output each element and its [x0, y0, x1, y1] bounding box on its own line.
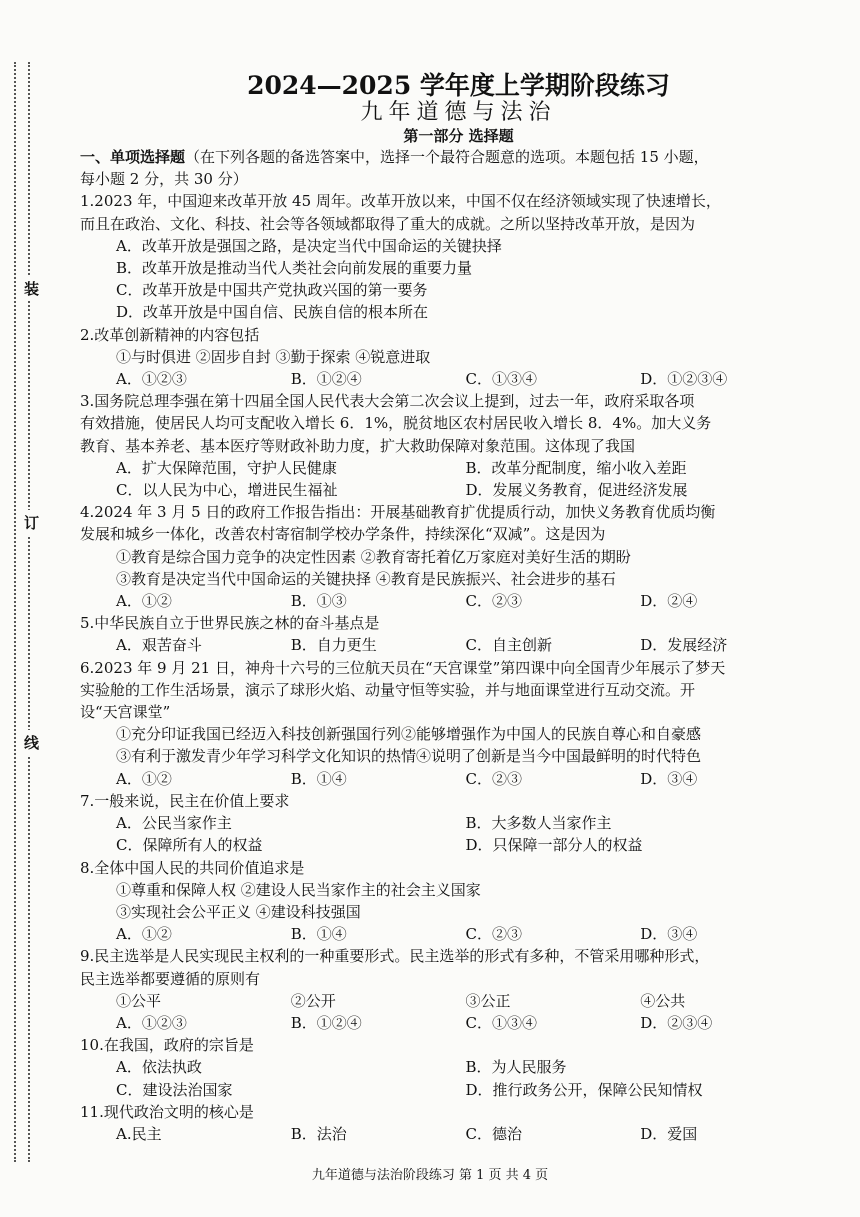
question-2-options: [80, 368, 815, 390]
section-title: 一、单项选择题: [80, 148, 186, 166]
binding-label-zhuang: 装: [24, 276, 39, 301]
question-10-options-cd: [80, 1079, 815, 1101]
question-5-stem: 5.中华民族自立于世界民族之林的奋斗基点是: [80, 614, 380, 633]
question-11-options: [80, 1123, 815, 1145]
question-5-option-b: B．自力更生: [290, 636, 377, 655]
question-5-option-a: A．艰苦奋斗: [116, 636, 202, 655]
question-7-option-a: A．公民当家作主: [116, 814, 232, 833]
question-6-option-d: D．③④: [640, 769, 698, 788]
question-10-option-d: D．推行政务公开，保障公民知情权: [465, 1080, 703, 1099]
question-5-options: [80, 634, 815, 656]
question-1-option-c: C．改革开放是中国共产党执政兴国的第一要务: [116, 281, 428, 300]
question-3-option-d: D．发展义务教育，促进经济发展: [465, 481, 688, 500]
binding-label-ding: 订: [24, 510, 39, 535]
question-11-option-a: A.民主: [116, 1124, 162, 1143]
question-6-stem-2: 实验舱的工作生活场景，演示了球形火焰、动量守恒等实验，并与地面课堂进行互动交流。开: [80, 680, 696, 699]
question-11-stem: 11.现代政治文明的核心是: [80, 1102, 254, 1121]
question-7-options-cd: [80, 834, 815, 856]
question-8-stem: 8.全体中国人民的共同价值追求是: [80, 858, 305, 877]
page-footer: 九年道德与法治阶段练习 第 1 页 共 4 页: [311, 1168, 549, 1183]
question-6-option-c: C．②③: [465, 769, 522, 788]
question-9-stem: 9.民主选举是人民实现民主权利的一种重要形式。民主选举的形式有多种，不管采用哪种形式，: [80, 947, 710, 966]
question-4-option-d: D．②④: [640, 592, 698, 611]
binding-line: [14, 62, 30, 1162]
question-9-options: [80, 1012, 815, 1034]
section-desc: （在下列各题的备选答案中，选择一个最符合题意的选项。本题包括 15 小题，: [185, 148, 709, 166]
question-4-stem: 4.2024 年 3 月 5 日的政府工作报告指出：开展基础教育扩优提质行动，加快义务教育优质均衡: [80, 503, 716, 522]
part-heading: 第一部分 选择题: [403, 127, 514, 145]
question-9-option-b: B．①②④: [290, 1013, 362, 1032]
question-4-option-c: C．②③: [465, 592, 522, 611]
question-10-option-a: A．依法执政: [116, 1058, 202, 1077]
question-1-option-a: A．改革开放是强国之路，是决定当代中国命运的关键抉择: [116, 236, 502, 255]
question-11-option-b: B．法治: [290, 1124, 347, 1143]
question-9-item-1: ①公平: [116, 991, 162, 1010]
question-1-stem-2: 而且在政治、文化、科技、社会等各领域都取得了重大的成就。之所以坚持改革开放，是因为: [80, 214, 696, 233]
question-8-items-2: ③实现社会公平正义 ④建设科技强国: [116, 902, 361, 921]
question-6-option-a: A．①②: [116, 769, 172, 788]
question-1-option-d: D．改革开放是中国自信、民族自信的根本所在: [116, 303, 429, 322]
question-3-options-ab: [80, 457, 815, 479]
question-7-stem: 7.一般来说，民主在价值上要求: [80, 791, 290, 810]
question-9-item-2: ②公开: [290, 991, 336, 1010]
question-10-options-ab: [80, 1056, 815, 1078]
question-8-option-c: C．②③: [465, 925, 522, 944]
question-4-option-a: A．①②: [116, 592, 172, 611]
question-9-option-c: C．①③④: [465, 1013, 537, 1032]
question-1-option-b: B．改革开放是推动当代人类社会向前发展的重要力量: [116, 259, 473, 278]
question-9-item-4: ④公共: [640, 991, 686, 1010]
question-8-option-d: D．③④: [640, 925, 698, 944]
question-9-stem-2: 民主选举都要遵循的原则有: [80, 969, 261, 988]
question-6-stem-3: 设“天宫课堂”: [80, 703, 171, 722]
question-3-option-b: B．改革分配制度，缩小收入差距: [465, 458, 687, 477]
question-11-option-c: C．德治: [465, 1124, 522, 1143]
question-6-option-b: B．①④: [290, 769, 347, 788]
question-6-items-1: ①充分印证我国已经迈入科技创新强国行列②能够增强作为中国人的民族自尊心和自豪感: [116, 725, 702, 744]
exam-subtitle: 九年道德与法治: [360, 100, 557, 125]
question-7-option-d: D．只保障一部分人的权益: [465, 836, 643, 855]
section-heading: [80, 146, 815, 168]
question-2-stem: 2.改革创新精神的内容包括: [80, 325, 260, 344]
question-4-items-1: ①教育是综合国力竞争的决定性因素 ②教育寄托着亿万家庭对美好生活的期盼: [116, 547, 631, 566]
question-7-options-ab: [80, 812, 815, 834]
question-4-option-b: B．①③: [290, 592, 347, 611]
question-5-option-c: C．自主创新: [465, 636, 552, 655]
question-8-items-1: ①尊重和保障人权 ②建设人民当家作主的社会主义国家: [116, 880, 481, 899]
question-9-option-a: A．①②③: [116, 1013, 187, 1032]
section-desc-cont: 每小题 2 分，共 30 分）: [80, 170, 248, 189]
question-2-option-b: B．①②④: [290, 370, 362, 389]
question-1-stem: 1.2023 年，中国迎来改革开放 45 周年。改革开放以来，中国不仅在经济领域实现了快速增长，: [80, 192, 721, 211]
question-2-items: ①与时俱进 ②固步自封 ③勤于探索 ④锐意进取: [116, 347, 431, 366]
exam-title: 2024—2025 学年度上学期阶段练习: [247, 71, 670, 100]
question-3-option-c: C．以人民为中心，增进民生福祉: [116, 481, 338, 500]
binding-label-xian: 线: [24, 730, 39, 755]
question-3-stem-2: 有效措施，使居民人均可支配收入增长 6．1%，脱贫地区农村居民收入增长 8．4%。加大义务: [80, 414, 712, 433]
question-3-options-cd: [80, 479, 815, 501]
question-6-stem: 6.2023 年 9 月 21 日，神舟十六号的三位航天员在“天宫课堂”第四课中向全国青少年展示了梦天: [80, 658, 726, 677]
question-3-stem: 3.国务院总理李强在第十四届全国人民代表大会第二次会议上提到，过去一年，政府采取各项: [80, 392, 695, 411]
question-9-option-d: D．②③④: [640, 1013, 713, 1032]
exam-page: [80, 72, 815, 1145]
question-6-items-2: ③有利于激发青少年学习科学文化知识的热情④说明了创新是当今中国最鲜明的时代特色: [116, 747, 702, 766]
question-8-options: [80, 923, 815, 945]
question-8-option-b: B．①④: [290, 925, 347, 944]
question-10-stem: 10.在我国，政府的宗旨是: [80, 1036, 254, 1055]
question-4-stem-2: 发展和城乡一体化，改善农村寄宿制学校办学条件，持续深化“双减”。这是因为: [80, 525, 606, 544]
question-6-options: [80, 768, 815, 790]
question-5-option-d: D．发展经济: [640, 636, 728, 655]
question-9-items: [80, 990, 815, 1012]
question-7-option-c: C．保障所有人的权益: [116, 836, 263, 855]
question-3-option-a: A．扩大保障范围，守护人民健康: [116, 458, 337, 477]
question-9-item-3: ③公正: [465, 991, 511, 1010]
question-4-options: [80, 590, 815, 612]
question-10-option-b: B．为人民服务: [465, 1058, 567, 1077]
question-8-option-a: A．①②: [116, 925, 172, 944]
question-2-option-d: D．①②③④: [640, 370, 728, 389]
question-2-option-a: A．①②③: [116, 370, 187, 389]
question-2-option-c: C．①③④: [465, 370, 537, 389]
question-11-option-d: D．爱国: [640, 1124, 698, 1143]
question-7-option-b: B．大多数人当家作主: [465, 814, 612, 833]
question-4-items-2: ③教育是决定当代中国命运的关键抉择 ④教育是民族振兴、社会进步的基石: [116, 569, 616, 588]
question-3-stem-3: 教育、基本养老、基本医疗等财政补助力度，扩大救助保障对象范围。这体现了我国: [80, 436, 636, 455]
question-10-option-c: C．建设法治国家: [116, 1080, 233, 1099]
